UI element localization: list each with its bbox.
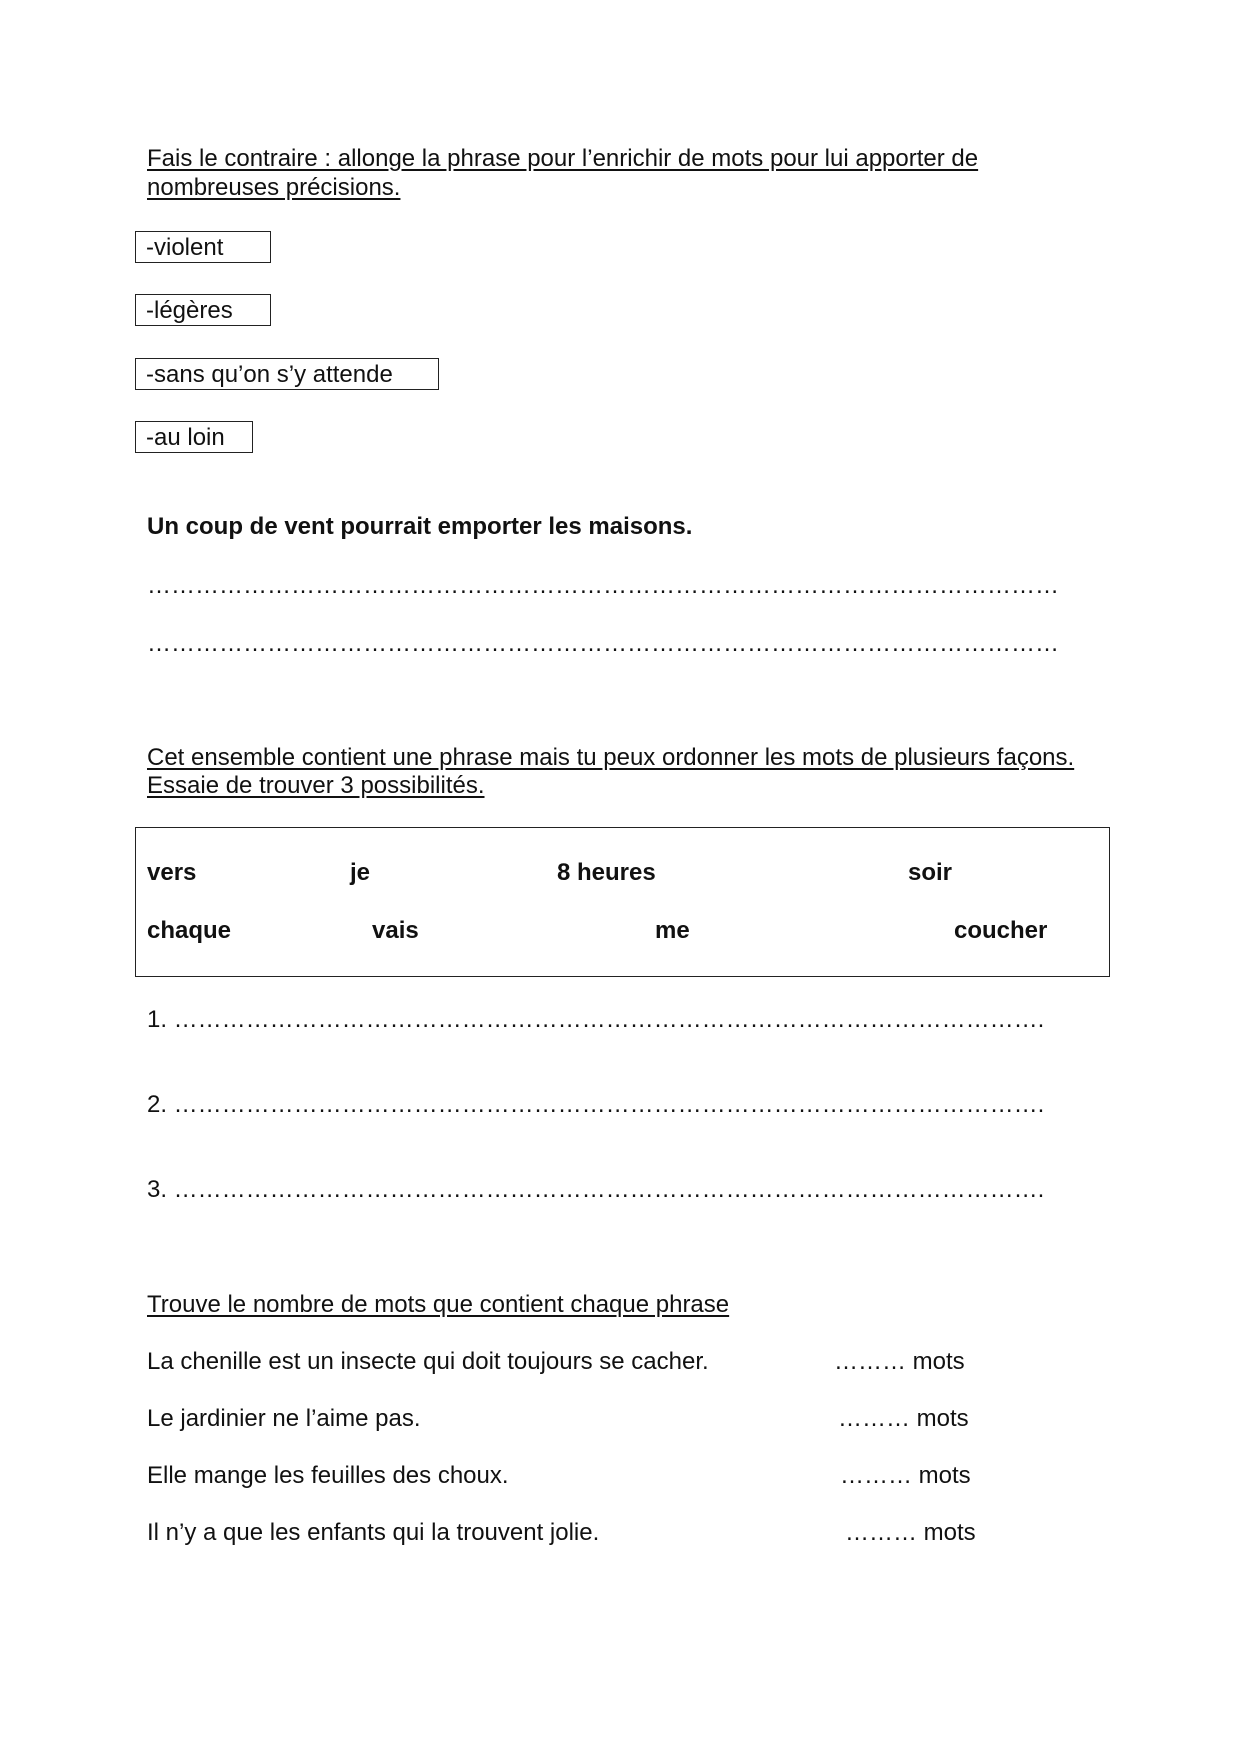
word-box-legeres: -légères — [135, 294, 271, 326]
count-sentence: La chenille est un insecte qui doit toujours se cacher. — [147, 1348, 709, 1375]
count-blank[interactable]: ……… mots — [845, 1519, 976, 1546]
word-scramble-box — [135, 827, 1110, 977]
count-blank[interactable]: ……… mots — [840, 1462, 971, 1489]
scramble-word: coucher — [954, 917, 1048, 944]
possibility-1[interactable]: 1. ………………………………………………………………………………………………. — [147, 1006, 1045, 1033]
word-box-violent: -violent — [135, 231, 271, 263]
count-sentence: Le jardinier ne l’aime pas. — [147, 1405, 421, 1432]
scramble-word: 8 heures — [557, 859, 656, 886]
word-box-sans-quon: -sans qu’on s’y attende — [135, 358, 439, 390]
count-blank[interactable]: ……… mots — [834, 1348, 965, 1375]
answer-line-1[interactable]: …………………………………………………………………………………………………… — [147, 572, 1059, 599]
word-box-au-loin: -au loin — [135, 421, 253, 453]
exercise1-instruction-line1: Fais le contraire : allonge la phrase pour l’enrichir de mots pour lui apporter de — [147, 145, 979, 172]
scramble-word: chaque — [147, 917, 232, 944]
count-sentence: Il n’y a que les enfants qui la trouvent jolie. — [147, 1519, 600, 1546]
possibility-3[interactable]: 3. ………………………………………………………………………………………………. — [147, 1176, 1045, 1203]
scramble-word: vais — [372, 917, 419, 944]
scramble-word: soir — [908, 859, 953, 886]
exercise2-instruction-line2: Essaie de trouver 3 possibilités. — [147, 772, 485, 799]
exercise3-instruction: Trouve le nombre de mots que contient chaque phrase — [147, 1291, 730, 1318]
answer-line-2[interactable]: …………………………………………………………………………………………………… — [147, 630, 1059, 657]
exercise2-instruction-line1: Cet ensemble contient une phrase mais tu peux ordonner les mots de plusieurs façons. — [147, 744, 1075, 771]
scramble-word: me — [655, 917, 690, 944]
count-blank[interactable]: ……… mots — [838, 1405, 969, 1432]
exercise1-sentence: Un coup de vent pourrait emporter les maisons. — [147, 513, 693, 540]
count-sentence: Elle mange les feuilles des choux. — [147, 1462, 509, 1489]
exercise1-instruction-line2: nombreuses précisions. — [147, 174, 401, 201]
scramble-word: je — [350, 859, 371, 886]
possibility-2[interactable]: 2. ………………………………………………………………………………………………. — [147, 1091, 1045, 1118]
scramble-word: vers — [147, 859, 197, 886]
